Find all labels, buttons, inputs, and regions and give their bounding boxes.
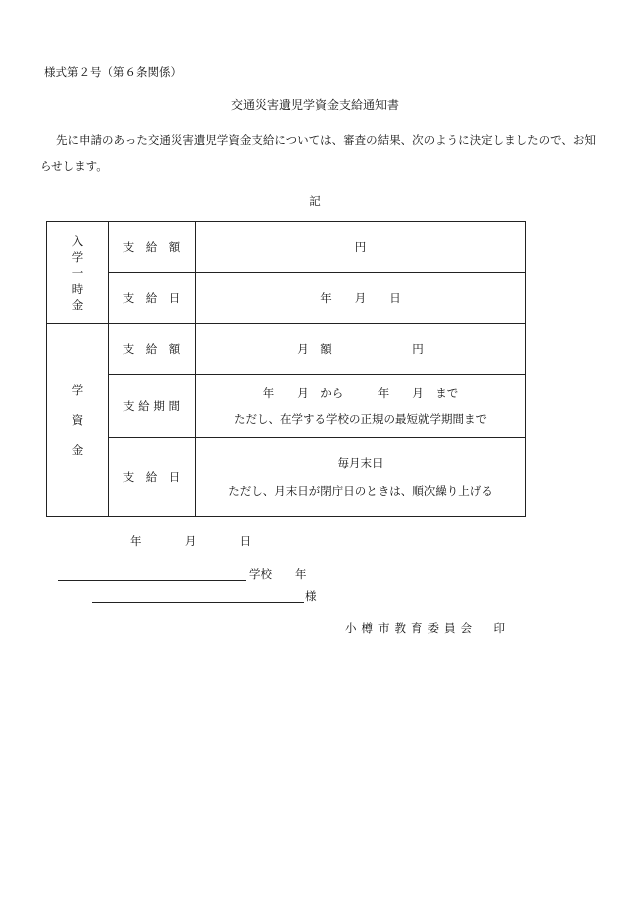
date-line-1: 毎月末日 [337, 455, 384, 470]
label-char: 金 [71, 442, 84, 457]
date-line-2: ただし、月末日が閉庁日のときは、順次繰り上げる [228, 483, 493, 498]
gakushikin-date-label: 支 給 日 [122, 469, 181, 484]
label-char: 一 [71, 265, 84, 280]
gakushikin-period-value [195, 374, 526, 437]
recipient-name-blank [92, 588, 304, 603]
document-title: 交通災害遺児学資金支給通知書 [230, 98, 399, 112]
gakushikin-period-label: 支 給 期 間 [123, 398, 180, 413]
label-char: 金 [71, 297, 84, 312]
label-char: 入 [71, 233, 84, 248]
nyugaku-label [47, 222, 108, 323]
label-char: 時 [71, 281, 84, 296]
school-grade-label: 学校 年 [249, 567, 307, 581]
label-char: 学 [71, 382, 84, 397]
form-number: 様式第２号（第６条関係） [44, 65, 182, 79]
date-month: 月 [184, 534, 197, 548]
date-day: 日 [239, 534, 252, 548]
gakushikin-amount-label: 支 給 額 [122, 341, 181, 356]
honorific: 様 [305, 589, 317, 603]
period-line-2: ただし、在学する学校の正規の最短就学期間まで [234, 411, 487, 426]
period-line-1: 年 月 から 年 月 まで [262, 385, 459, 400]
school-name-blank [58, 566, 246, 581]
label-char: 学 [71, 249, 84, 264]
date-year: 年 [130, 534, 142, 548]
nyugaku-date-value: 年 月 日 [320, 290, 401, 305]
issuer-seal-line: 小樽市教育委員会 印 [345, 621, 510, 635]
nyugaku-amount-value: 円 [354, 240, 367, 254]
notice-paragraph: 先に申請のあった交通災害遺児学資金支給については、審査の結果、次のように決定しましたので、お知らせします。 [40, 133, 596, 173]
nyugaku-date-label: 支 給 日 [122, 290, 181, 305]
gakushikin-date-value [195, 437, 526, 516]
gakushikin-label [47, 323, 108, 516]
label-char: 資 [71, 412, 84, 427]
issue-date [130, 533, 251, 549]
gakushikin-amount-value: 月 額 円 [297, 341, 424, 356]
ki-heading: 記 [309, 194, 321, 208]
benefit-table [46, 221, 526, 517]
nyugaku-amount-label: 支 給 額 [122, 240, 181, 254]
